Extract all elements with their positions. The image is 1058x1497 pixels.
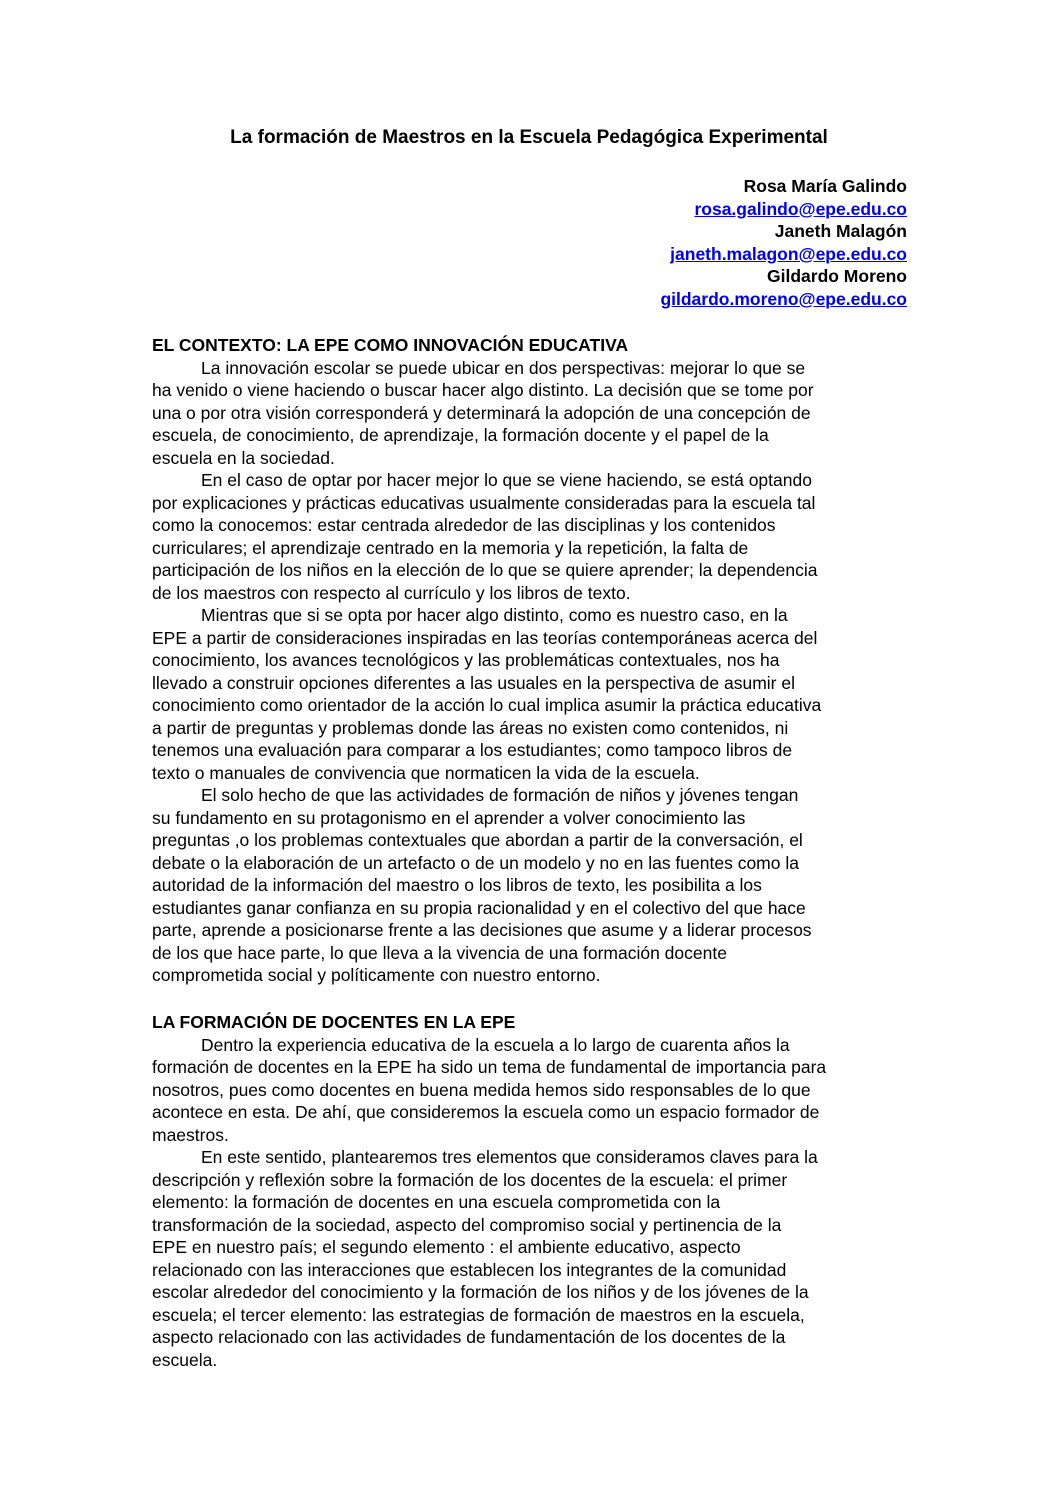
text-line: EPE a partir de consideraciones inspiradas en las teorías contemporáneas acerca del <box>152 627 818 648</box>
text-line: escuela, de conocimiento, de aprendizaje, la formación docente y el papel de la <box>152 425 769 445</box>
document-title: La formación de Maestros en la Escuela Pedagógica Experimental <box>230 127 828 148</box>
text-line: una o por otra visión corresponderá y determinará la adopción de una concepción de <box>152 402 811 423</box>
text-line: de los que hace parte, lo que lleva a la vivencia de una formación docente <box>152 942 727 963</box>
text-line: escolar alrededor del conocimiento y la formación de los niños y de los jóvenes de la <box>152 1282 809 1302</box>
text-line: nosotros, pues como docentes en buena medida hemos sido responsables de lo que <box>152 1079 811 1100</box>
author-block <box>660 175 907 311</box>
text-line: parte, aprende a posicionarse frente a las decisiones que asume y a liderar procesos <box>152 920 812 940</box>
text-line: curriculares; el aprendizaje centrado en la memoria y la repetición, la falta de <box>152 537 749 558</box>
text-line: relacionado con las interacciones que establecen los integrantes de la comunidad <box>152 1259 787 1280</box>
section-heading: EL CONTEXTO: LA EPE COMO INNOVACIÓN EDUCATIVA <box>152 335 629 355</box>
text-line: acontece en esta. De ahí, que consideremos la escuela como un espacio formador de <box>152 1102 820 1122</box>
text-line: debate o la elaboración de un artefacto o de un modelo y no en las fuentes como la <box>152 852 799 873</box>
section-teacher-training <box>152 1011 912 1371</box>
text-line: conocimiento como orientador de la acción lo cual implica asumir la práctica educativa <box>152 695 822 715</box>
text-line: como la conocemos: estar centrada alrededor de las disciplinas y los contenidos <box>152 515 776 535</box>
author-email-link[interactable]: rosa.galindo@epe.edu.co <box>694 198 907 219</box>
author-name: Janeth Malagón <box>774 221 907 242</box>
text-line: texto o manuales de convivencia que normaticen la vida de la escuela. <box>152 762 700 783</box>
text-line: su fundamento en su protagonismo en el aprender a volver conocimiento las <box>152 807 746 828</box>
author-email-link[interactable]: janeth.malagon@epe.edu.co <box>670 243 907 264</box>
text-line: autoridad de la información del maestro o los libros de texto, les posibilita a los <box>152 875 762 895</box>
text-line: tenemos una evaluación para comparar a los estudiantes; como tampoco libros de <box>152 740 793 760</box>
text-line: comprometida social y políticamente con nuestro entorno. <box>152 965 601 985</box>
author-email-link[interactable]: gildardo.moreno@epe.edu.co <box>660 288 907 309</box>
text-line: aspecto relacionado con las actividades de fundamentación de los docentes de la <box>152 1327 786 1347</box>
text-line: La innovación escolar se puede ubicar en dos perspectivas: mejorar lo que se <box>201 357 806 378</box>
paragraph <box>152 357 912 470</box>
text-line: llevado a construir opciones diferentes a las usuales en la perspectiva de asumir el <box>152 672 795 693</box>
text-line: escuela; el tercer elemento: las estrategias de formación de maestros en la escuela, <box>152 1304 805 1325</box>
section-heading: LA FORMACIÓN DE DOCENTES EN LA EPE <box>152 1012 516 1032</box>
text-line: Mientras que si se opta por hacer algo distinto, como es nuestro caso, en la <box>201 605 788 625</box>
text-line: maestros. <box>152 1124 229 1145</box>
text-line: En el caso de optar por hacer mejor lo que se viene haciendo, se está optando <box>201 470 812 490</box>
paragraph <box>152 604 912 784</box>
text-line: En este sentido, plantearemos tres elementos que consideramos claves para la <box>201 1147 818 1167</box>
text-line: conocimiento, los avances tecnológicos y las problemáticas contextuales, nos ha <box>152 650 780 670</box>
section-context <box>152 334 912 987</box>
text-line: formación de docentes en la EPE ha sido un tema de fundamental de importancia para <box>152 1057 827 1077</box>
text-line: a partir de preguntas y problemas donde las áreas no existen como contenidos, ni <box>152 717 789 738</box>
text-line: estudiantes ganar confianza en su propia racionalidad y en el colectivo del que hace <box>152 897 806 918</box>
paragraph <box>152 469 912 604</box>
text-line: transformación de la sociedad, aspecto del compromiso social y pertinencia de la <box>152 1214 782 1235</box>
text-line: escuela en la sociedad. <box>152 447 335 468</box>
text-line: de los maestros con respecto al currículo y los libros de texto. <box>152 582 631 603</box>
text-line: elemento: la formación de docentes en una escuela comprometida con la <box>152 1192 721 1212</box>
text-line: Dentro la experiencia educativa de la escuela a lo largo de cuarenta años la <box>201 1034 790 1055</box>
paragraph <box>152 1146 912 1371</box>
author-name: Rosa María Galindo <box>743 176 907 196</box>
text-line: por explicaciones y prácticas educativas usualmente consideradas para la escuela tal <box>152 492 816 513</box>
author-name: Gildardo Moreno <box>767 266 907 287</box>
text-line: El solo hecho de que las actividades de formación de niños y jóvenes tengan <box>201 785 799 805</box>
text-line: participación de los niños en la elección de lo que se quiere aprender; la dependencia <box>152 560 818 580</box>
text-line: escuela. <box>152 1349 218 1370</box>
text-line: ha venido o viene haciendo o buscar hacer algo distinto. La decisión que se tome por <box>152 380 814 400</box>
text-line: descripción y reflexión sobre la formación de los docentes de la escuela: el primer <box>152 1169 788 1190</box>
paragraph <box>152 784 912 987</box>
text-line: EPE en nuestro país; el segundo elemento : el ambiente educativo, aspecto <box>152 1237 741 1257</box>
text-line: preguntas ,o los problemas contextuales que abordan a partir de la conversación, el <box>152 830 803 850</box>
paragraph <box>152 1034 912 1147</box>
